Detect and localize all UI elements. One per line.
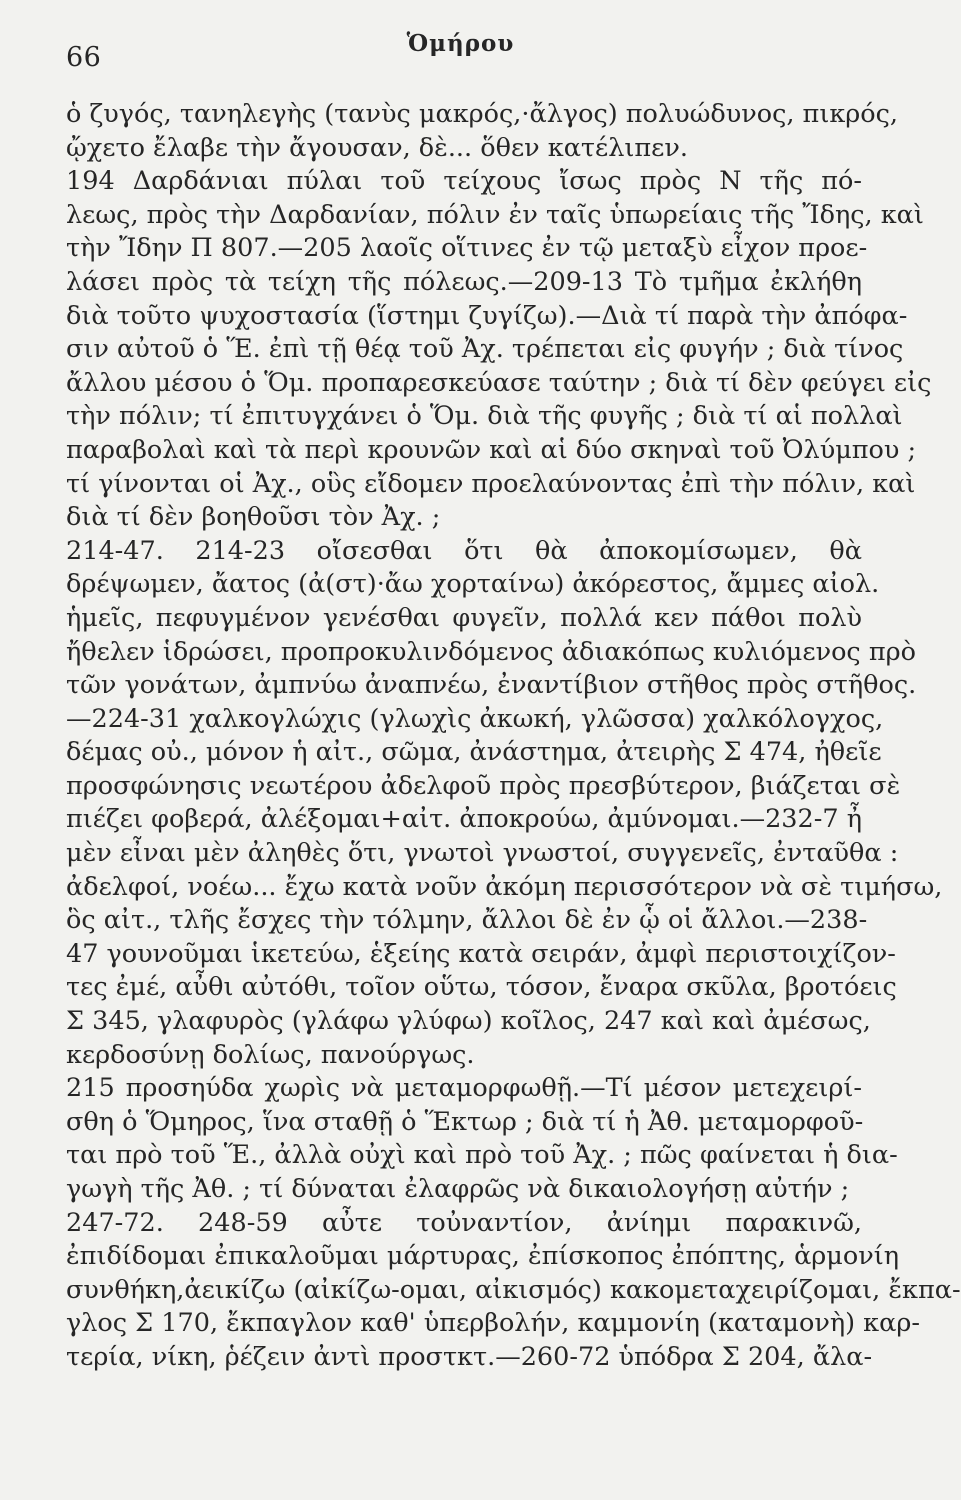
text-line: σθη ὁ Ὅμηρος, ἵνα σταθῇ ὁ Ἕκτωρ ; διὰ τί ἡ Ἀθ. μεταμορφοῦ-: [66, 1106, 864, 1137]
text-line: 47 γουνοῦμαι ἱκετεύω, ἑξείης κατὰ σειράν, ἀμφὶ περιστοιχίζον-: [66, 938, 896, 969]
running-title: Ὁμήρου: [406, 30, 515, 57]
text-line: τὴν πόλιν; τί ἐπιτυγχάνει ὁ Ὅμ. διὰ τῆς φυγῆς ; διὰ τί αἱ πολλαὶ: [66, 401, 903, 432]
text-line: ὃς αἰτ., τλῆς ἔσχες τὴν τόλμην, ἄλλοι δὲ ἐν ᾧ οἱ ἄλλοι.—238-: [66, 905, 868, 936]
text-line: ἤθελεν ἱδρώσει, προπροκυλινδόμενος ἀδιακόπως κυλιόμενος πρὸ: [66, 636, 916, 667]
commentary-text: [66, 98, 961, 1375]
text-line: προσφώνησις νεωτέρου ἀδελφοῦ πρὸς πρεσβύτερον, βιάζεται σὲ: [66, 770, 901, 801]
text-line: 215 προσηύδα χωρὶς νὰ μεταμορφωθῇ.—Τί μέσον μετεχειρί-: [66, 1073, 862, 1104]
text-line: πιέζει φοβερά, ἀλέξομαι+αἰτ. ἀποκρούω, ἀμύνομαι.—232-7 ἦ: [66, 804, 862, 835]
text-line: ὁ ζυγός, τανηλεγὴς (τανὺς μακρός,·ἄλγος) πολυώδυνος, πικρός,: [66, 99, 898, 129]
text-line: μὲν εἶναι μὲν ἀληθὲς ὅτι, γνωτοὶ γνωστοί, συγγενεῖς, ἐνταῦθα :: [66, 838, 899, 869]
text-line: λεως, πρὸς τὴν Δαρδανίαν, πόλιν ἐν ταῖς ὑπωρείαις τῆς Ἴδης, καὶ: [66, 199, 924, 230]
text-line: 194 Δαρδάνιαι πύλαι τοῦ τείχους ἴσως πρὸς Ν τῆς πό-: [66, 166, 862, 197]
text-line: δέμας οὐ., μόνον ἡ αἰτ., σῶμα, ἀνάστημα, ἀτειρὴς Σ 474, ἠθεῖε: [66, 737, 882, 768]
text-line: κερδοσύνῃ δολίως, πανούργως.: [66, 1039, 475, 1070]
page-number: 66: [66, 42, 102, 73]
text-line: ἄλλου μέσου ὁ Ὅμ. προπαρεσκεύασε ταύτην ; διὰ τί δὲν φεύγει εἰς: [66, 367, 932, 398]
text-line: —224-31 χαλκογλώχις (γλωχὶς ἀκωκή, γλῶσσα) χαλκόλογχος,: [66, 703, 884, 734]
text-line: γωγὴ τῆς Ἀθ. ; τί δύναται ἐλαφρῶς νὰ δικαιολογήσῃ αὐτήν ;: [66, 1174, 850, 1204]
text-line: τὴν Ἴδην Π 807.—205 λαοῖς οἵτινες ἐν τῷ μεταξὺ εἶχον προε-: [66, 233, 868, 264]
text-line: τί γίνονται οἱ Ἀχ., οὓς εἴδομεν προελαύνοντας ἐπὶ τὴν πόλιν, καὶ: [66, 468, 916, 499]
text-line: διὰ τί δὲν βοηθοῦσι τὸν Ἀχ. ;: [66, 502, 441, 533]
text-line: σιν αὐτοῦ ὁ Ἕ. ἐπὶ τῇ θέᾳ τοῦ Ἀχ. τρέπεται εἰς φυγήν ; διὰ τίνος: [66, 334, 904, 365]
text-line: ἐπιδίδομαι ἐπικαλοῦμαι μάρτυρας, ἐπίσκοπος ἐπόπτης, ἁρμονίη: [66, 1241, 899, 1272]
text-line: Σ 345, γλαφυρὸς (γλάφω γλύφω) κοῖλος, 247 καὶ καὶ ἀμέσως,: [66, 1006, 871, 1037]
text-line: ται πρὸ τοῦ Ἕ., ἀλλὰ οὐχὶ καὶ πρὸ τοῦ Ἀχ. ; πῶς φαίνεται ἡ δια-: [66, 1140, 898, 1171]
text-line: 214-47. 214-23 οἴσεσθαι ὅτι θὰ ἀποκομίσωμεν, θὰ: [66, 535, 862, 566]
text-line: γλος Σ 170, ἔκπαγλον καθ' ὑπερβολήν, καμμονίη (καταμονὴ) καρ-: [66, 1308, 920, 1339]
text-line: τερία, νίκη, ῥέζειν ἀντὶ προστκτ.—260-72 ὑπόδρα Σ 204, ἄλα-: [66, 1341, 873, 1372]
text-line: ᾤχετο ἔλαβε τὴν ἄγουσαν, δὲ... ὅθεν κατέλιπεν.: [66, 132, 688, 163]
text-line: συνθήκη,ἀεικίζω (αἰκίζω-ομαι, αἰκισμός) κακομεταχειρίζομαι, ἔκπα-: [66, 1274, 961, 1305]
text-line: διὰ τοῦτο ψυχοστασία (ἵστημι ζυγίζω).—Διὰ τί παρὰ τὴν ἀπόφα-: [66, 300, 908, 331]
text-line: ἡμεῖς, πεφυγμένον γενέσθαι φυγεῖν, πολλά κεν πάθοι πολὺ: [66, 602, 862, 633]
text-line: παραβολαὶ καὶ τὰ περὶ κρουνῶν καὶ αἱ δύο σκηναὶ τοῦ Ὀλύμπου ;: [66, 434, 917, 465]
text-line: τες ἐμέ, αὖθι αὐτόθι, τοῖον οὕτω, τόσον, ἔναρα σκῦλα, βροτόεις: [66, 972, 897, 1003]
text-line: λάσει πρὸς τὰ τείχη τῆς πόλεως.—209-13 Τὸ τμῆμα ἐκλήθη: [66, 266, 862, 297]
text-line: 247-72. 248-59 αὖτε τοὐναντίον, ἀνίημι παρακινῶ,: [66, 1207, 862, 1238]
text-line: τῶν γονάτων, ἀμπνύω ἀναπνέω, ἐναντίβιον στῆθος πρὸς στῆθος.: [66, 670, 917, 701]
text-line: δρέψωμεν, ἄατος (ἀ(στ)·ἄω χορταίνω) ἀκόρεστος, ἄμμες αἰολ.: [66, 569, 880, 600]
text-line: ἀδελφοί, νοέω... ἔχω κατὰ νοῦν ἀκόμη περισσότερον νὰ σὲ τιμήσω,: [66, 871, 943, 902]
